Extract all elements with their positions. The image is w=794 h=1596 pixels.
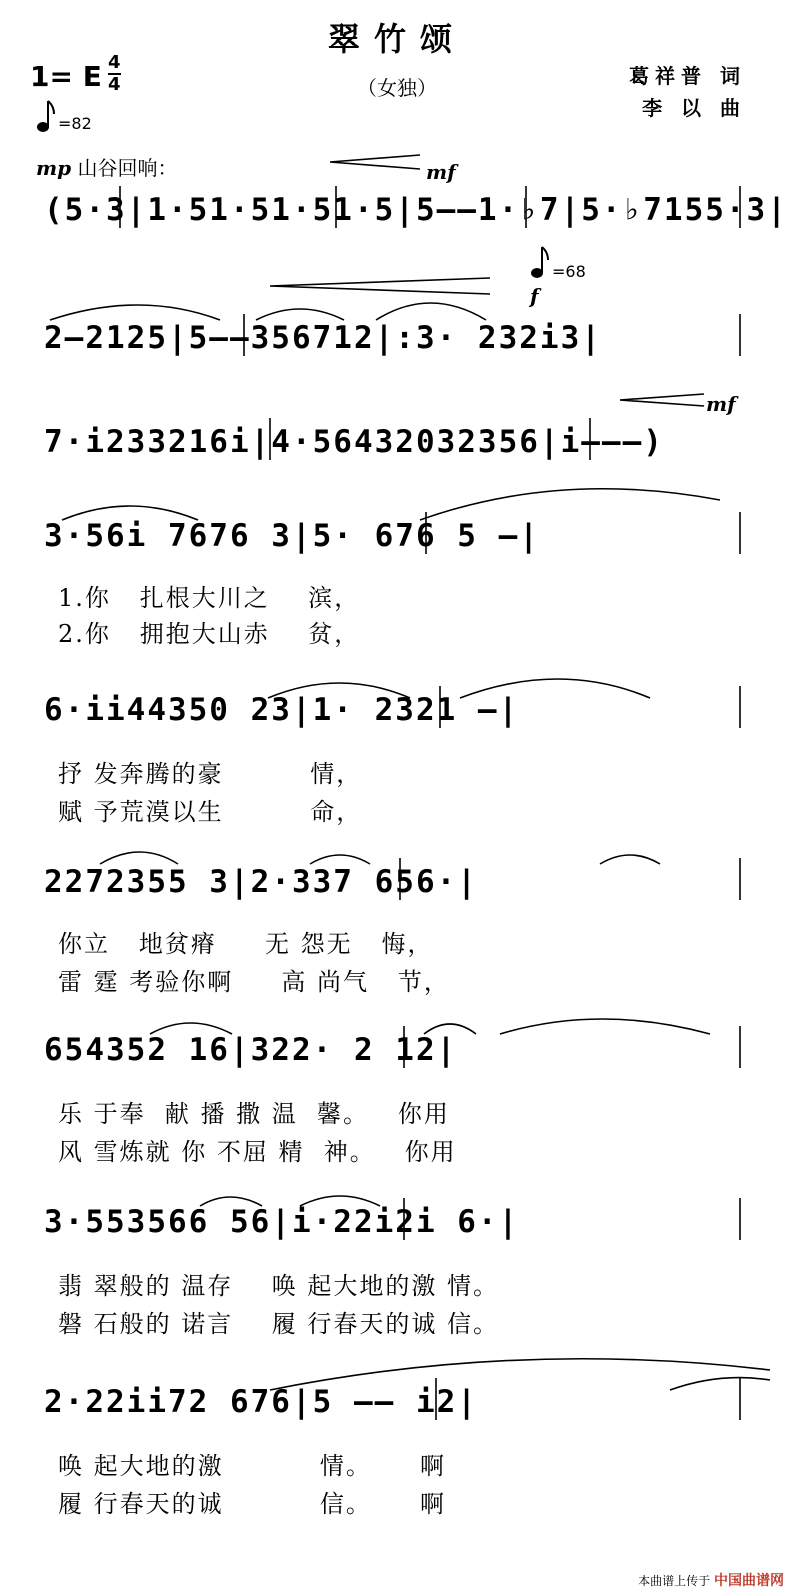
song-subtitle: （女独） [357, 76, 437, 100]
staff-line-6: 2272355 3|2·337 656·| [44, 864, 478, 900]
composer-credit: 李 以 曲 [642, 96, 746, 120]
time-signature-top: 4 [108, 52, 121, 73]
lyric-line-4-v1: 1.你 扎根大川之 滨， [58, 584, 361, 612]
staff-line-7: 654352 16|322· 2 12| [44, 1032, 458, 1068]
tempo-marking-2: =68 [552, 262, 586, 281]
lyric-line-7-v1: 乐 于奉 献 播 撒 温 馨。 你用 [58, 1100, 450, 1128]
key-signature: 1= E [30, 60, 102, 93]
lyric-line-4-v2: 2.你 拥抱大山赤 贫， [58, 620, 361, 648]
dynamic-f: f [530, 284, 539, 308]
lyric-line-6-v1: 你立 地贫瘠 无 怨无 悔， [58, 930, 434, 958]
footer-text: 本曲谱上传于 [638, 1574, 711, 1588]
footer-credit [638, 1570, 784, 1590]
lyric-line-8-v1: 翡 翠般的 温存 唤 起大地的激 情。 [58, 1272, 500, 1300]
dynamic-mf-2: mf [706, 392, 736, 416]
dynamic-mf-1: mf [426, 160, 456, 184]
song-title: 翠竹颂 [327, 20, 466, 58]
lyric-line-5-v2: 赋 予荒漠以生 命， [58, 798, 363, 826]
staff-line-1: (5·3|1·51·51·51·5|5——1·♭7|5·♭7155·3| [44, 192, 788, 228]
lyric-line-6-v2: 雷 霆 考验你啊 高 尚气 节， [58, 968, 450, 996]
time-signature-bottom: 4 [108, 74, 121, 95]
staff-line-9: 2·22ii72 676|5 —— i2| [44, 1384, 478, 1420]
lyric-line-9-v2: 履 行春天的诚 信。 啊 [58, 1490, 447, 1518]
expression-text: 山谷回响： [77, 156, 178, 180]
staff-line-2: 2—2125|5——356712|:3· 232i3| [44, 320, 602, 356]
lyric-line-8-v2: 磐 石般的 诺言 履 行春天的诚 信。 [58, 1310, 500, 1338]
lyric-line-5-v1: 抒 发奔腾的豪 情， [58, 760, 363, 788]
staff-line-8: 3·553566 56|i·22i2i 6·| [44, 1204, 520, 1240]
dynamic-mp: mp [36, 156, 72, 180]
lyric-line-7-v2: 风 雪炼就 你 不屈 精 神。 你用 [58, 1138, 457, 1166]
staff-line-3: 7·i233216i|4·56432032356|i———) [44, 424, 664, 460]
site-brand[interactable]: 中国曲谱网 [714, 1573, 784, 1589]
tempo-marking: =82 [58, 114, 92, 133]
staff-line-5: 6·ii44350 23|1· 2321 —| [44, 692, 520, 728]
lyricist-credit: 葛祥普 词 [629, 64, 746, 88]
lyric-line-9-v1: 唤 起大地的激 情。 啊 [58, 1452, 447, 1480]
staff-line-4: 3·56i 7676 3|5· 676 5 —| [44, 518, 540, 554]
